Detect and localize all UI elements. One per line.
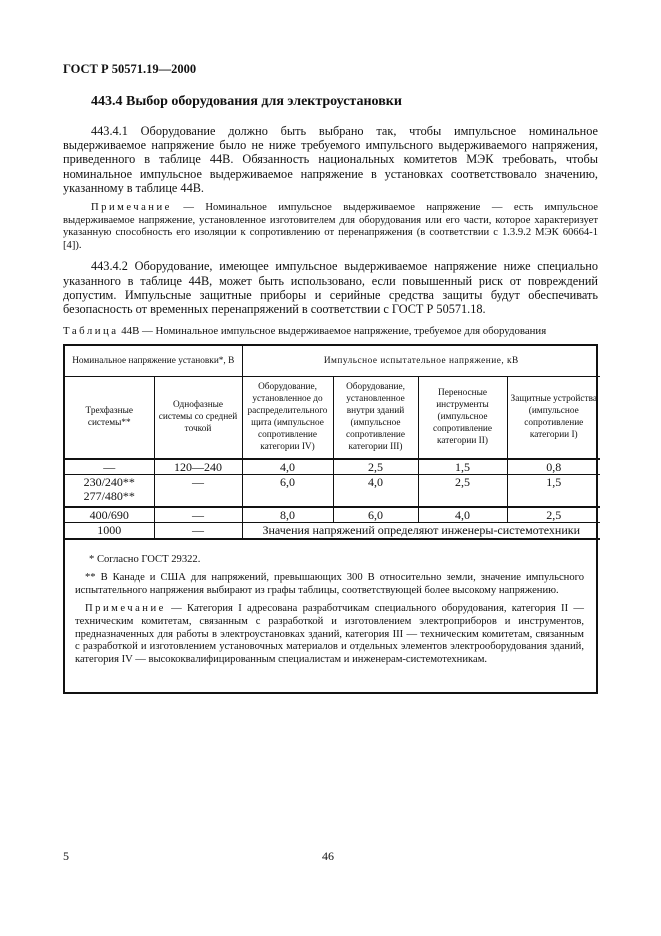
cell: 4,0 (333, 475, 418, 507)
cell: — (154, 475, 242, 507)
table-note (75, 603, 584, 666)
note-label: Примечание (85, 603, 166, 615)
section-title: 443.4 Выбор оборудования для электроустановки (91, 94, 402, 109)
table-block (63, 344, 598, 694)
note-label: Примечание (91, 202, 172, 214)
paragraph-443-4-2: 443.4.2 Оборудование, имеющее импульсное выдерживаемое напряжение ниже специально указанного в таблице 44В, может быть использовано, если повышенный риск от повреждений допустим. Импульсные защитные приборы и серийные средства защиты будут обеспечивать безопасность от временных перенапряжений в соответствии с ГОСТ Р 50571.18. (63, 259, 598, 316)
column-header: Однофазные системы со средней точкой (154, 376, 242, 459)
paragraph-443-4-1: 443.4.1 Оборудование должно быть выбрано так, чтобы импульсное номинальное выдерживаемое напряжение было не ниже требуемого импульсного выдерживаемого напряжения, приведенного в таблице 44В. Обязанность национальных комитетов МЭК требовать, чтобы номинальное импульсное выдерживаемое напряжение в установках соответствовало значению, указанному в таблице 44В. (63, 124, 598, 195)
table-row (65, 475, 600, 507)
header-group-impulse: Импульсное испытательное напряжение, кВ (242, 346, 600, 376)
cell: 4,0 (242, 459, 333, 475)
table-caption (63, 325, 598, 338)
cell: 230/240** 277/480** (65, 475, 154, 507)
merged-cell: Значения напряжений определяют инженеры-системотехники (242, 523, 600, 539)
column-header: Трехфазные системы** (65, 376, 154, 459)
cell: 400/690 (65, 507, 154, 523)
cell: — (154, 507, 242, 523)
page-number: 46 (322, 849, 334, 863)
cell: 2,5 (333, 459, 418, 475)
note-1 (63, 202, 598, 252)
table-row (65, 459, 600, 475)
column-header: Оборудование, установленное внутри зданий (импульсное сопротивление категории III) (333, 376, 418, 459)
column-header: Переносные инструменты (импульсное сопротивление категории II) (418, 376, 507, 459)
cell: — (65, 459, 154, 475)
cell: 1000 (65, 523, 154, 539)
caption-label: Таблица (63, 325, 119, 338)
cell: 0,8 (507, 459, 600, 475)
cell: 6,0 (333, 507, 418, 523)
cell: 1,5 (418, 459, 507, 475)
cell: 6,0 (242, 475, 333, 507)
page-content (63, 62, 598, 694)
cell: — (154, 523, 242, 539)
note-text: — Номинальное импульсное выдерживаемое напряжение — есть импульсное выдерживаемое напряжение, установленное изготовителем для оборудования или его части, которое характеризует указанную способность его изоляции к сопротивлению от перенапряжения (в соответствии с 1.3.9.2 МЭК 60664-1 [4]). (63, 202, 598, 251)
caption-text: 44В — Номинальное импульсное выдерживаемое напряжение, требуемое для оборудования (118, 325, 547, 338)
cell: 2,5 (507, 507, 600, 523)
footnote-1: * Согласно ГОСТ 29322. (89, 553, 201, 565)
cell: 1,5 (507, 475, 600, 507)
footer-left-number: 5 (63, 849, 69, 863)
voltage-table (65, 346, 600, 540)
column-header: Защитные устройства (импульсное сопротивление категории I) (507, 376, 600, 459)
footnote-2: ** В Канаде и США для напряжений, превышающих 300 В относительно земли, значение импульсного испытательного напряжения выбирают из графы таблицы, соответствующей более высокому напряжению. (75, 572, 584, 596)
table-footnotes (65, 540, 596, 693)
document-header: ГОСТ Р 50571.19—2000 (63, 62, 197, 76)
note-text: — Категория I адресована разработчикам специального оборудования, категория II — техническим комитетам, связанным с разработкой и изготовлением электроприборов и инструментов, предназначенных для работы в электроустановках зданий, категория III — техническим комитетам, связанным с разработкой и изготовлением установочных материалов и отдельных элементов электрооборудования зданий, категория IV — высококвалифицированным специалистам и инженерам-системотехникам. (75, 603, 584, 665)
table-row (65, 507, 600, 523)
column-header: Оборудование, установленное до распределительного щита (импульсное сопротивление категории IV) (242, 376, 333, 459)
cell: 4,0 (418, 507, 507, 523)
cell: 2,5 (418, 475, 507, 507)
cell: 8,0 (242, 507, 333, 523)
table-row (65, 523, 600, 539)
cell: 120—240 (154, 459, 242, 475)
header-group-nominal: Номинальное напряжение установки*, В (65, 346, 242, 376)
